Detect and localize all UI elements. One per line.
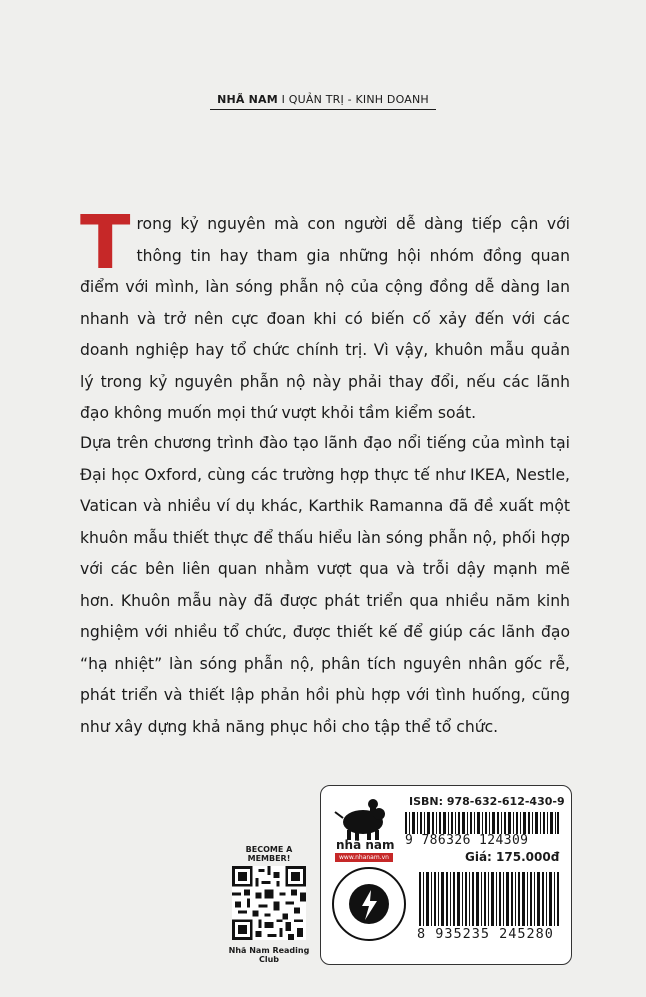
qr-block: [226, 845, 312, 964]
paragraph-1-text: rong kỷ nguyên mà con người dễ dàng tiếp cận với thông tin hay tham gia những hội nhóm đồng quan điểm với mình, làn sóng phẫn nộ của cộng đồng dễ dàng lan nhanh và trở nên cực đoan khi có biến cố xảy đến với các doanh nghiệp hay tổ chức chính trị. Vì vậy, khuôn mẫu quản lý trong kỷ nguyên phẫn nộ này phải thay đổi, nếu các lãnh đạo không muốn mọi thứ vượt khỏi tầm kiểm soát.: [80, 215, 570, 422]
blurb-paragraph-2: Dựa trên chương trình đào tạo lãnh đạo nổi tiếng của mình tại Đại học Oxford, cùng các trường hợp thực tế như IKEA, Nestle, Vatican và nhiều ví dụ khác, Karthik Ramanna đã đề xuất một khuôn mẫu thiết thực để thấu hiểu làn sóng phẫn nộ, phối hợp với các bên liên quan nhằm vượt qua và trỗi dậy mạnh mẽ hơn. Khuôn mẫu này đã được phát triển qua nhiều năm kinh nghiệm với nhiều tổ chức, được thiết kế để giúp các lãnh đạo “hạ nhiệt” làn sóng phẫn nộ, phân tích nguyên nhân gốc rễ, phát triển và thiết lập phản hồi phù hợp với tình huống, cũng như xây dựng khả năng phục hồi cho tập thể tổ chức.: [80, 434, 570, 736]
publisher-name: NHÃ NAM: [217, 93, 278, 106]
series-category: I QUẢN TRỊ - KINH DOANH: [281, 93, 429, 106]
qr-title: BECOME A MEMBER!: [245, 845, 293, 863]
logo-website: www.nhanam.vn: [335, 853, 393, 862]
header-underline: [210, 109, 436, 110]
product-barcode: [419, 872, 559, 926]
qr-caption: Nhã Nam Reading Club: [228, 946, 310, 964]
anti-counterfeit-stamp-icon: [331, 866, 407, 942]
barcode-panel: [320, 785, 572, 965]
isbn-barcode-number: 9 786326 124309: [405, 833, 529, 848]
isbn-label: ISBN: 978-632-612-430-9: [409, 795, 565, 808]
product-barcode-number: 8 935235 245280: [417, 926, 554, 942]
blurb-paragraph-1: [80, 200, 570, 430]
price-label: Giá: 175.000đ: [465, 850, 560, 864]
qr-code-icon[interactable]: [232, 866, 306, 940]
series-header: [0, 93, 646, 110]
drop-cap: T: [80, 200, 131, 286]
logo-name: nhã nam: [336, 838, 395, 852]
isbn-barcode: [405, 812, 559, 834]
